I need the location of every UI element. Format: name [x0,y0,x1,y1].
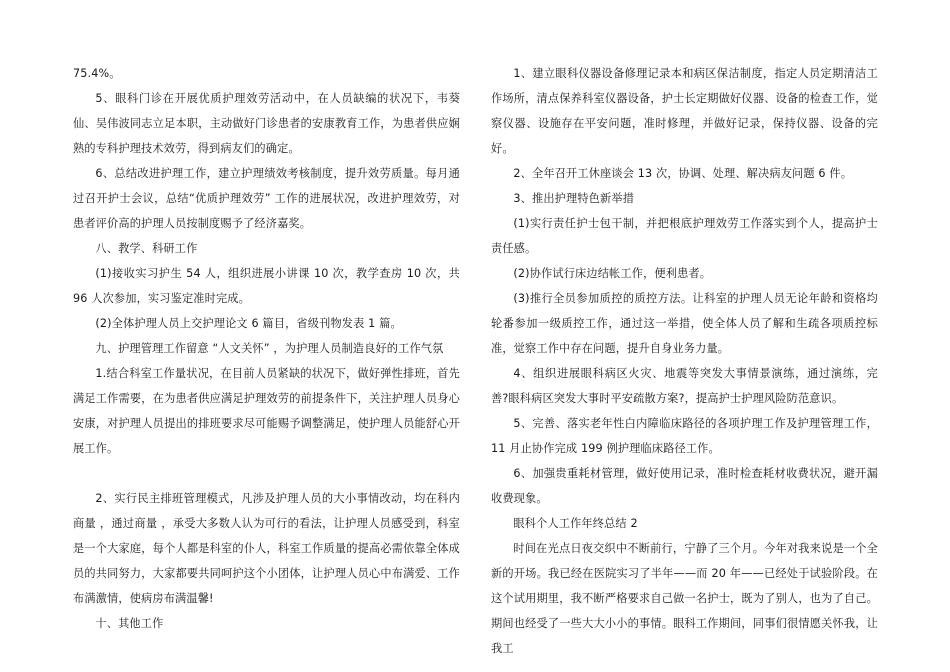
left-paragraph: 1.结合科室工作量状况，在目前人员紧缺的状况下，做好弹性排班，首先满足工作需要，在为患者供应满足护理效劳的前提条件下，关注护理人员身心安康，对护理人员提出的排班要求尽可能赐予调整满足，使护理人员能舒心开展工作。 [73,367,460,455]
left-paragraph: 75.4%。 [73,67,121,80]
right-paragraph: 时间在光点日夜交织中不断前行，宁静了三个月。今年对我来说是一个全新的开场。我已经在医院实习了半年——而 20 年——已经处于试验阶段。在这个试用期里，我不断严格要求自己做一名护士，既为了别人，也为了自己。期间也经受了一些大大小小的事情。眼科工作期间，同事们很情愿关怀我，让我工 [491,542,878,655]
left-paragraph: 6、总结改进护理工作，建立护理绩效考核制度，提升效劳质量。每月通过召开护士会议，总结“优质护理效劳” 工作的进展状况，改进护理效劳，对患者评价高的护理人员按制度赐予了经济嘉奖。 [73,167,460,230]
right-paragraph: (2)协作试行床边结帐工作，便利患者。 [513,267,712,280]
right-paragraph: 3、推出护理特色新举措 [513,192,635,205]
right-paragraph: 6、加强贵重耗材管理，做好使用记录，准时检查耗材收费状况，避开漏收费现象。 [491,467,878,505]
left-paragraph: 十、其他工作 [95,617,164,630]
left-paragraph: 5、眼科门诊在开展优质护理效劳活动中，在人员缺编的状况下，韦葵仙、吴伟波同志立足本职，主动做好门诊患者的安康教育工作，为患者供应娴熟的专科护理技术效劳，得到病友们的确定。 [73,92,460,155]
left-paragraph: (2)全体护理人员上交护理论文 6 篇目，省级刊物发表 1 篇。 [95,317,402,330]
right-paragraph: 4、组织进展眼科病区火灾、地震等突发大事情景演练，通过演练，完善?眼科病区突发大事时平安疏散方案?，提高护士护理风险防范意识。 [491,367,878,405]
right-paragraph: 2、全年召开工休座谈会 13 次，协调、处理、解决病友问题 6 件。 [513,167,853,180]
right-paragraph: 5、完善、落实老年性白内障临床路径的各项护理工作及护理管理工作，11 月止协作完成 199 例护理临床路径工作。 [491,417,878,455]
left-paragraph: (1)接收实习护生 54 人，组织进展小讲课 10 次，教学查房 10 次，共 96 人次参加，实习鉴定准时完成。 [73,267,460,305]
right-paragraph: (3)推行全员参加质控的质控方法。让科室的护理人员无论年龄和资格均轮番参加一级质控工作，通过这一举措，使全体人员了解和生疏各项质控标准，觉察工作中存在问题，提升自身业务力量。 [491,292,878,355]
right-paragraph: 眼科个人工作年终总结 2 [513,517,638,530]
left-column [73,61,460,636]
right-paragraph: 1、建立眼科仪器设备修理记录本和病区保洁制度，指定人员定期清洁工作场所，清点保养科室仪器设备，护士长定期做好仪器、设备的检查工作，觉察仪器、设施存在平安问题，准时修理，并做好记录，保持仪器、设备的完好。 [491,67,878,155]
left-paragraph: 2、实行民主排班管理模式，凡涉及护理人员的大小事情改动，均在科内商量 ，通过商量 ，承受大多数人认为可行的看法，让护理人员感受到，科室是一个大家庭，每个人都是科室的仆人，科室工作质量的提高必需依靠全体成员的共同努力，大家都要共同呵护这个小团体，让护理人员心中布满爱、工作布满激情，使病房布满温馨! [73,492,460,605]
left-paragraph: 九、护理管理工作留意 “人文关怀” ，为护理人员制造良好的工作气氛 [95,342,444,355]
left-paragraph: 八、教学、科研工作 [95,242,198,255]
right-column [491,61,878,661]
right-paragraph: (1)实行责任护士包干制，并把根底护理效劳工作落实到个人，提高护士责任感。 [491,217,878,255]
